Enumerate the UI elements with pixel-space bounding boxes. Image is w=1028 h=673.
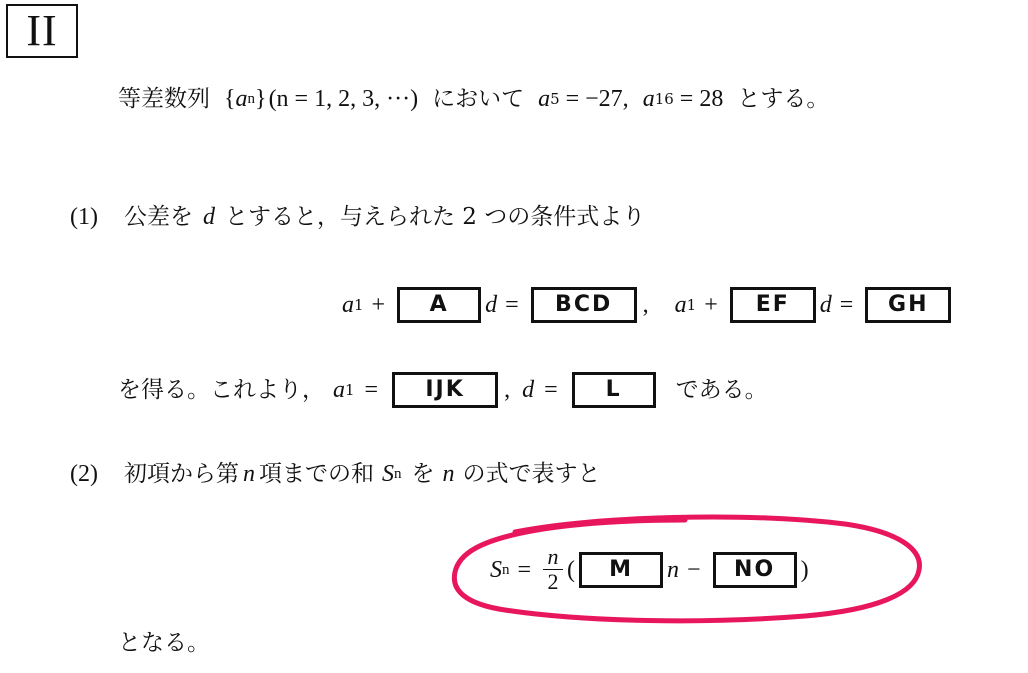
eq-n-var: n (667, 556, 680, 583)
answer-box-EF[interactable]: EF (730, 287, 816, 323)
paren-open: ( (567, 556, 576, 583)
q2-S-var: S (381, 461, 394, 487)
q2-n-var-2: n (442, 461, 455, 487)
fraction-numerator: n (547, 544, 559, 569)
eq1-equals: = (505, 292, 519, 318)
eq2-equals: = (839, 292, 854, 318)
q1-text-after-d: とすると，与えられた 2 つの条件式より (224, 204, 646, 230)
eq-minus: − (687, 556, 701, 583)
eq-separator-comma: , (642, 292, 649, 318)
q1-d-var: d (202, 204, 215, 230)
intro-suffix: とする。 (737, 86, 830, 112)
q1-result-prefix: を得る。これより， (118, 377, 325, 403)
q2-statement: (2) 初項から第 n 項までの和 S n を n の式で表すと (70, 461, 601, 487)
answer-box-GH[interactable]: GH (865, 287, 951, 323)
answer-box-A[interactable]: A (397, 287, 481, 323)
fraction-denominator: 2 (547, 569, 559, 594)
result-comma: , (504, 377, 511, 403)
intro-prefix: 等差数列 (118, 86, 210, 112)
q2-text2: 項までの和 (258, 461, 374, 487)
eq1-d-var: d (485, 292, 498, 318)
seq-var: a (235, 86, 248, 112)
eq2-plus: + (704, 292, 718, 318)
eq2-a1-var: a (674, 292, 687, 318)
problem-intro: 等差数列 { a n } (n = 1, 2, 3, ···) において a 5 = −27, a 16 = 28 とする。 (118, 86, 830, 112)
result-a1-var: a (333, 377, 345, 403)
n-range: (n = 1, 2, 3, ···) (268, 86, 419, 112)
seq-close-brace: } (255, 86, 267, 112)
a16-var: a (642, 86, 655, 112)
q1-result-suffix: である。 (675, 377, 768, 403)
answer-box-BCD[interactable]: BCD (531, 287, 637, 323)
q1-result: を得る。これより， a 1 = IJK , d = L である。 (118, 372, 768, 408)
q2-number: (2) (70, 461, 98, 487)
q2-n-var-1: n (242, 461, 255, 487)
q2-ending-text: となる。 (118, 630, 210, 656)
q1-equations: a 1 + A d = BCD , a 1 + EF d = GH (342, 287, 955, 323)
seq-open-brace: { (224, 86, 236, 112)
eq1-a1-var: a (342, 292, 354, 318)
result-equals-1: = (364, 377, 379, 403)
eq-S-var: S (490, 556, 502, 583)
q2-equation: S n = $\frac{n}{2}$ ( M n − NO ) (490, 544, 809, 594)
q2-ending (118, 628, 210, 658)
section-number-box: II (6, 4, 78, 58)
q1-statement (70, 202, 645, 232)
q1-number: (1) (70, 204, 98, 230)
result-d-var: d (522, 377, 535, 403)
eq1-plus: + (371, 292, 386, 318)
eq-S-equals: = (517, 556, 532, 583)
a16-value: = 28 (679, 86, 724, 112)
answer-box-M[interactable]: M (579, 552, 663, 588)
eq2-d-var: d (819, 292, 832, 318)
fraction-n-over-2 (543, 545, 563, 594)
a5-var: a (538, 86, 551, 112)
answer-box-IJK[interactable]: IJK (392, 372, 498, 408)
paren-close: ) (800, 556, 809, 583)
answer-box-NO[interactable]: NO (713, 552, 797, 588)
q1-text-before-d: 公差を (123, 204, 193, 230)
answer-box-L[interactable]: L (572, 372, 656, 408)
q2-text1: 初項から第 (123, 461, 239, 487)
q2-text3: を (411, 461, 435, 487)
a5-value: = −27, (565, 86, 629, 112)
intro-middle: において (432, 86, 525, 112)
result-equals-2: = (544, 377, 558, 403)
q2-text4: の式で表すと (462, 461, 601, 487)
